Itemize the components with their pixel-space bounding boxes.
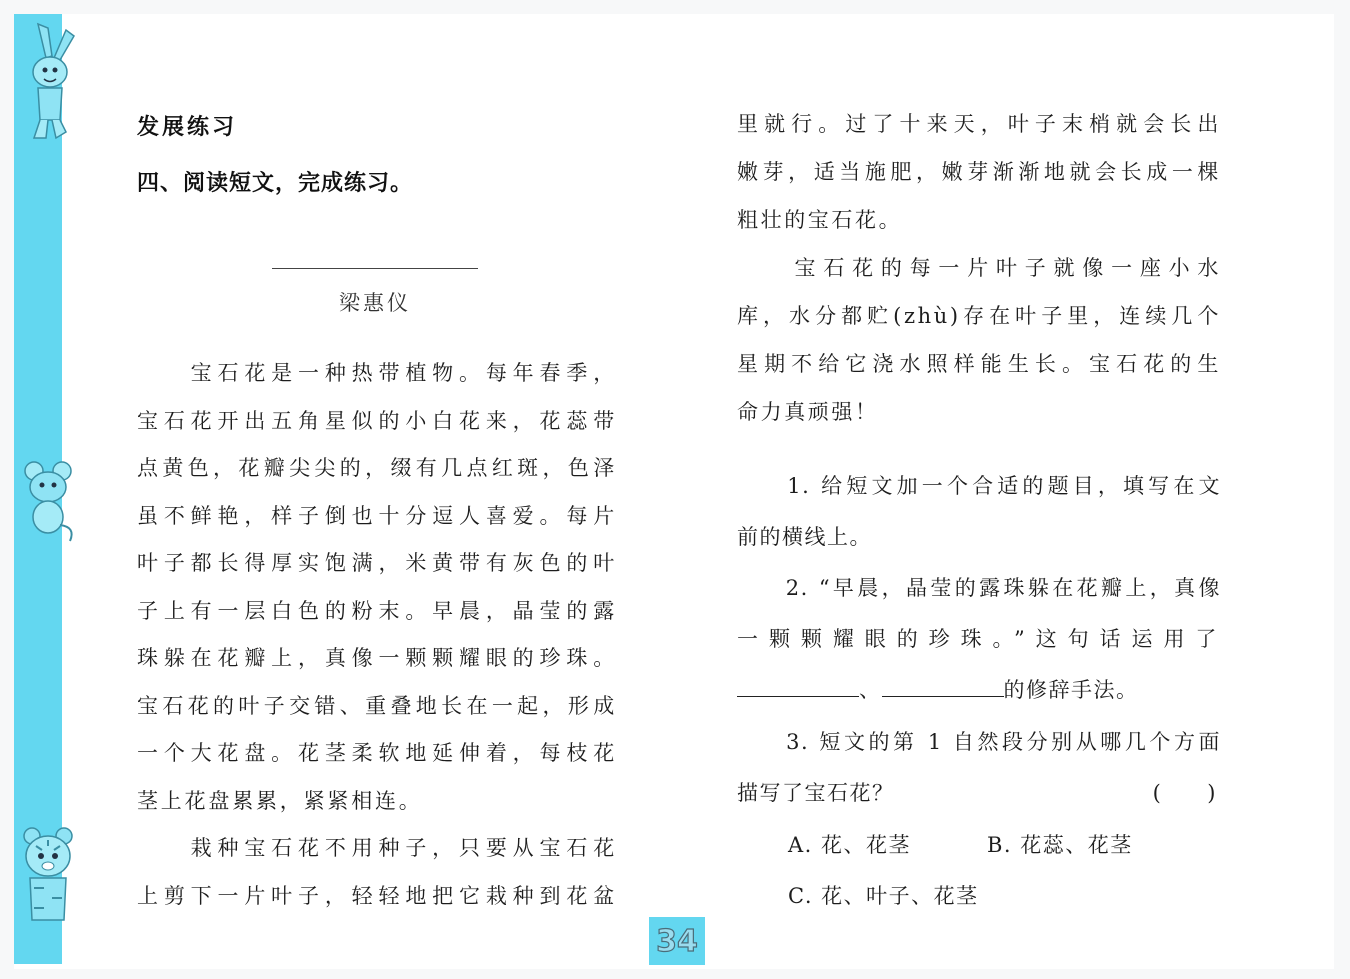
article-line: 宝石花的每一片叶子就像一座小水 xyxy=(737,256,1221,280)
option-c[interactable]: C. 花、叶子、花茎 xyxy=(788,884,979,908)
article-line: 宝石花是一种热带植物。每年春季， xyxy=(137,361,617,385)
article-line: 星期不给它浇水照样能生长。宝石花的生 xyxy=(737,352,1221,376)
question-3-line-1: 3. 短文的第 1 自然段分别从哪几个方面 xyxy=(737,730,1221,754)
article-right-column xyxy=(737,100,1221,436)
option-a[interactable]: A. 花、花茎 xyxy=(788,833,912,857)
answer-blank-1[interactable] xyxy=(737,678,859,697)
question-3-line-2: 描写了宝石花？ xyxy=(737,781,895,805)
article-line: 叶子都长得厚实饱满，米黄带有灰色的叶 xyxy=(137,551,617,575)
article-line: 虽不鲜艳，样子倒也十分逗人喜爱。每片 xyxy=(137,503,617,528)
mouse-mascot-icon xyxy=(16,455,68,545)
question-2-line-1: 2. “早晨，晶莹的露珠躲在花瓣上，真像 xyxy=(737,576,1221,600)
article-author: 梁惠仪 xyxy=(339,291,411,315)
article-line: 嫩芽，适当施肥，嫩芽渐渐地就会长成一棵 xyxy=(737,160,1221,184)
question-2-line-2: 一颗颗耀眼的珍珠。”这句话运用了 xyxy=(737,627,1221,651)
article-line: 茎上花盘累累，紧紧相连。 xyxy=(137,788,423,813)
question-2-continued xyxy=(737,623,1221,653)
article-line: 宝石花的叶子交错、重叠地长在一起，形成 xyxy=(137,693,617,718)
article-line: 点黄色，花瓣尖尖的，缀有几点红斑，色泽 xyxy=(137,456,617,480)
article-line: 里就行。过了十来天，叶子末梢就会长出 xyxy=(737,112,1221,136)
tiger-mascot-icon xyxy=(16,822,68,952)
article-line: 粗壮的宝石花。 xyxy=(737,208,903,232)
blank-separator: 、 xyxy=(859,678,882,702)
article-line: 栽种宝石花不用种子，只要从宝石花 xyxy=(137,836,617,860)
article-line: 子上有一层白色的粉末。早晨，晶莹的露 xyxy=(137,598,617,623)
article-line: 一个大花盘。花茎柔软地延伸着，每枝花 xyxy=(137,741,617,765)
question-3 xyxy=(737,726,1221,756)
question-2-blanks xyxy=(737,674,1221,704)
answer-parentheses[interactable]: ( ) xyxy=(1152,781,1217,805)
question-1 xyxy=(737,470,1221,500)
option-b[interactable]: B. 花蕊、花茎 xyxy=(987,833,1133,857)
exercise-instruction: 四、阅读短文，完成练习。 xyxy=(137,171,414,196)
question-2 xyxy=(737,572,1221,602)
question-1-line-2: 前的横线上。 xyxy=(737,525,872,549)
article-line: 库，水分都贮(zhù)存在叶子里，连续几个 xyxy=(737,304,1221,328)
title-answer-line xyxy=(272,268,478,269)
article-line: 上剪下一片叶子，轻轻地把它栽种到花盆 xyxy=(137,883,617,908)
article-line: 珠躲在花瓣上，真像一颗颗耀眼的珍珠。 xyxy=(137,646,617,670)
answer-blank-2[interactable] xyxy=(882,678,1004,697)
rabbit-mascot-icon xyxy=(16,20,68,145)
section-heading: 发展练习 xyxy=(137,115,238,140)
page-number: 34 xyxy=(649,917,705,965)
article-left-column xyxy=(137,350,617,920)
question-1-continued xyxy=(737,521,1221,551)
question-2-tail: 的修辞手法。 xyxy=(1003,678,1139,702)
article-line: 命力真顽强！ xyxy=(737,400,879,424)
question-3-continued xyxy=(737,777,1221,807)
question-1-line-1: 1. 给短文加一个合适的题目，填写在文 xyxy=(737,474,1221,498)
article-line: 宝石花开出五角星似的小白花来，花蕊带 xyxy=(137,408,617,433)
